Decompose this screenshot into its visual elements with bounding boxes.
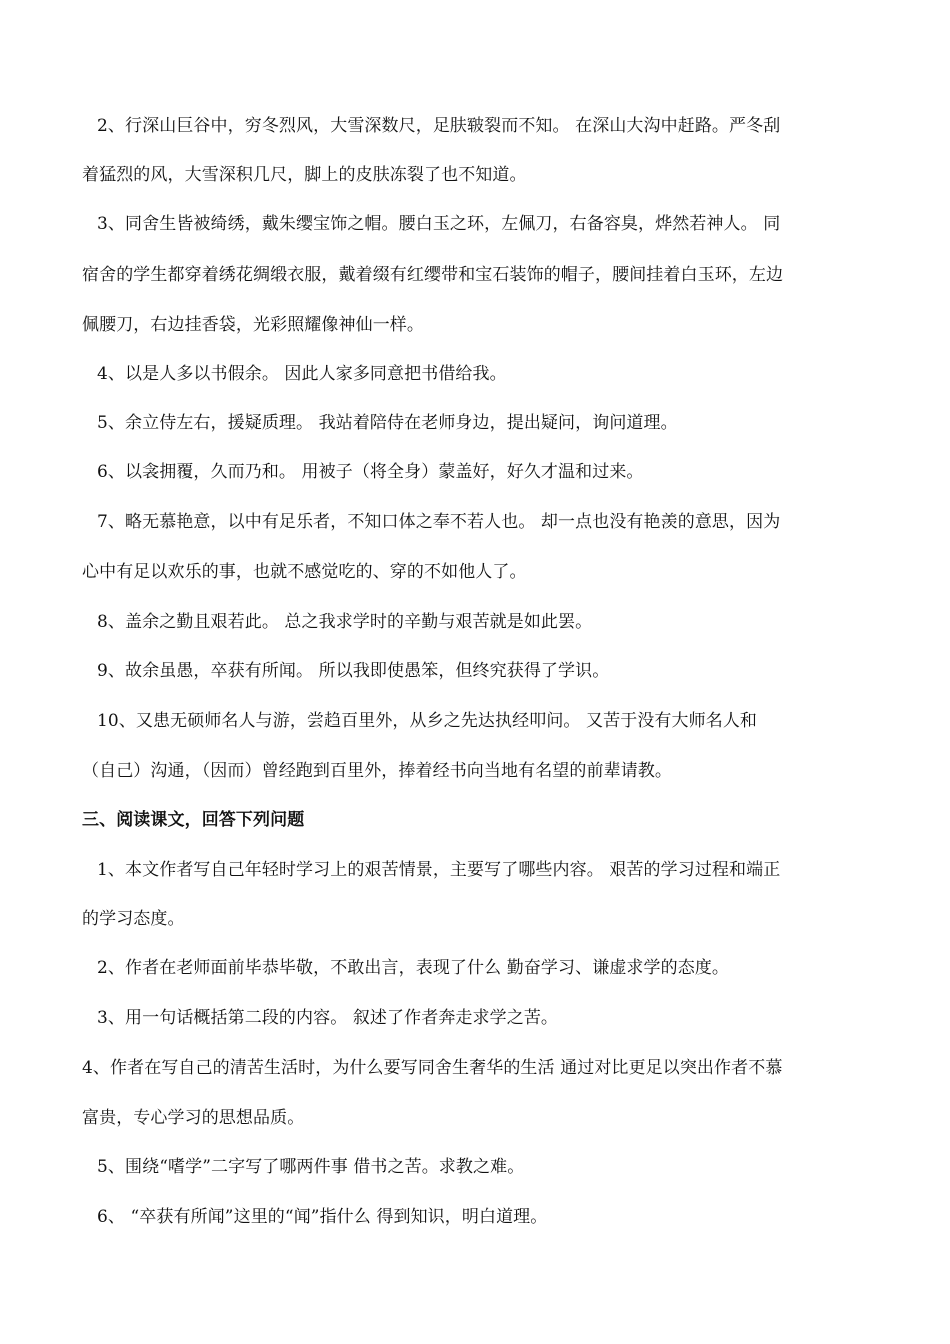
text-line: 6、 “卒获有所闻”这里的“闻”指什么 得到知识，明白道理。 xyxy=(97,1207,548,1227)
text-line: 富贵，专心学习的思想品质。 xyxy=(82,1108,305,1128)
text-line: 4、以是人多以书假余。 因此人家多同意把书借给我。 xyxy=(97,364,507,384)
text-line: 8、盖余之勤且艰若此。 总之我求学时的辛勤与艰苦就是如此罢。 xyxy=(97,612,593,632)
text-line: 的学习态度。 xyxy=(82,909,185,929)
text-line: 3、同舍生皆被绮绣，戴朱缨宝饰之帽。腰白玉之环，左佩刀，右备容臭，烨然若神人。 同 xyxy=(97,214,781,234)
text-line: 着猛烈的风，大雪深积几尺，脚上的皮肤冻裂了也不知道。 xyxy=(82,165,527,185)
text-line: 10、又患无硕师名人与游，尝趋百里外，从乡之先达执经叩问。 又苦于没有大师名人和 xyxy=(97,711,758,731)
text-line: 7、略无慕艳意，以中有足乐者，不知口体之奉不若人也。 却一点也没有艳羡的意思，因为 xyxy=(97,512,781,532)
text-line: 2、行深山巨谷中，穷冬烈风，大雪深数尺，足肤皲裂而不知。 在深山大沟中赶路。严冬刮 xyxy=(97,116,781,136)
text-line: 6、以衾拥覆，久而乃和。 用被子（将全身）蒙盖好，好久才温和过来。 xyxy=(97,462,644,482)
text-line: 2、作者在老师面前毕恭毕敬，不敢出言，表现了什么 勤奋学习、谦虚求学的态度。 xyxy=(97,958,730,978)
text-line: 1、本文作者写自己年轻时学习上的艰苦情景，主要写了哪些内容。 艰苦的学习过程和端正 xyxy=(97,860,781,880)
text-line: 4、作者在写自己的清苦生活时，为什么要写同舍生奢华的生活 通过对比更足以突出作者不慕 xyxy=(82,1058,783,1078)
text-line: 5、余立侍左右，援疑质理。 我站着陪侍在老师身边，提出疑问，询问道理。 xyxy=(97,413,678,433)
text-line: （自己）沟通，（因而）曾经跑到百里外，捧着经书向当地有名望的前辈请教。 xyxy=(82,761,672,781)
text-line: 3、用一句话概括第二段的内容。 叙述了作者奔走求学之苦。 xyxy=(97,1008,559,1028)
text-line: 心中有足以欢乐的事，也就不感觉吃的、穿的不如他人了。 xyxy=(82,562,527,582)
text-line: 9、故余虽愚，卒获有所闻。 所以我即使愚笨，但终究获得了学识。 xyxy=(97,661,610,681)
text-line: 佩腰刀，右边挂香袋，光彩照耀像神仙一样。 xyxy=(82,315,424,335)
text-line: 5、围绕“嗜学”二字写了哪两件事 借书之苦。求教之难。 xyxy=(97,1157,525,1177)
text-line: 宿舍的学生都穿着绣花绸缎衣服，戴着缀有红缨带和宝石装饰的帽子，腰间挂着白玉环，左边 xyxy=(82,265,784,285)
section-heading: 三、阅读课文，回答下列问题 xyxy=(82,810,305,830)
